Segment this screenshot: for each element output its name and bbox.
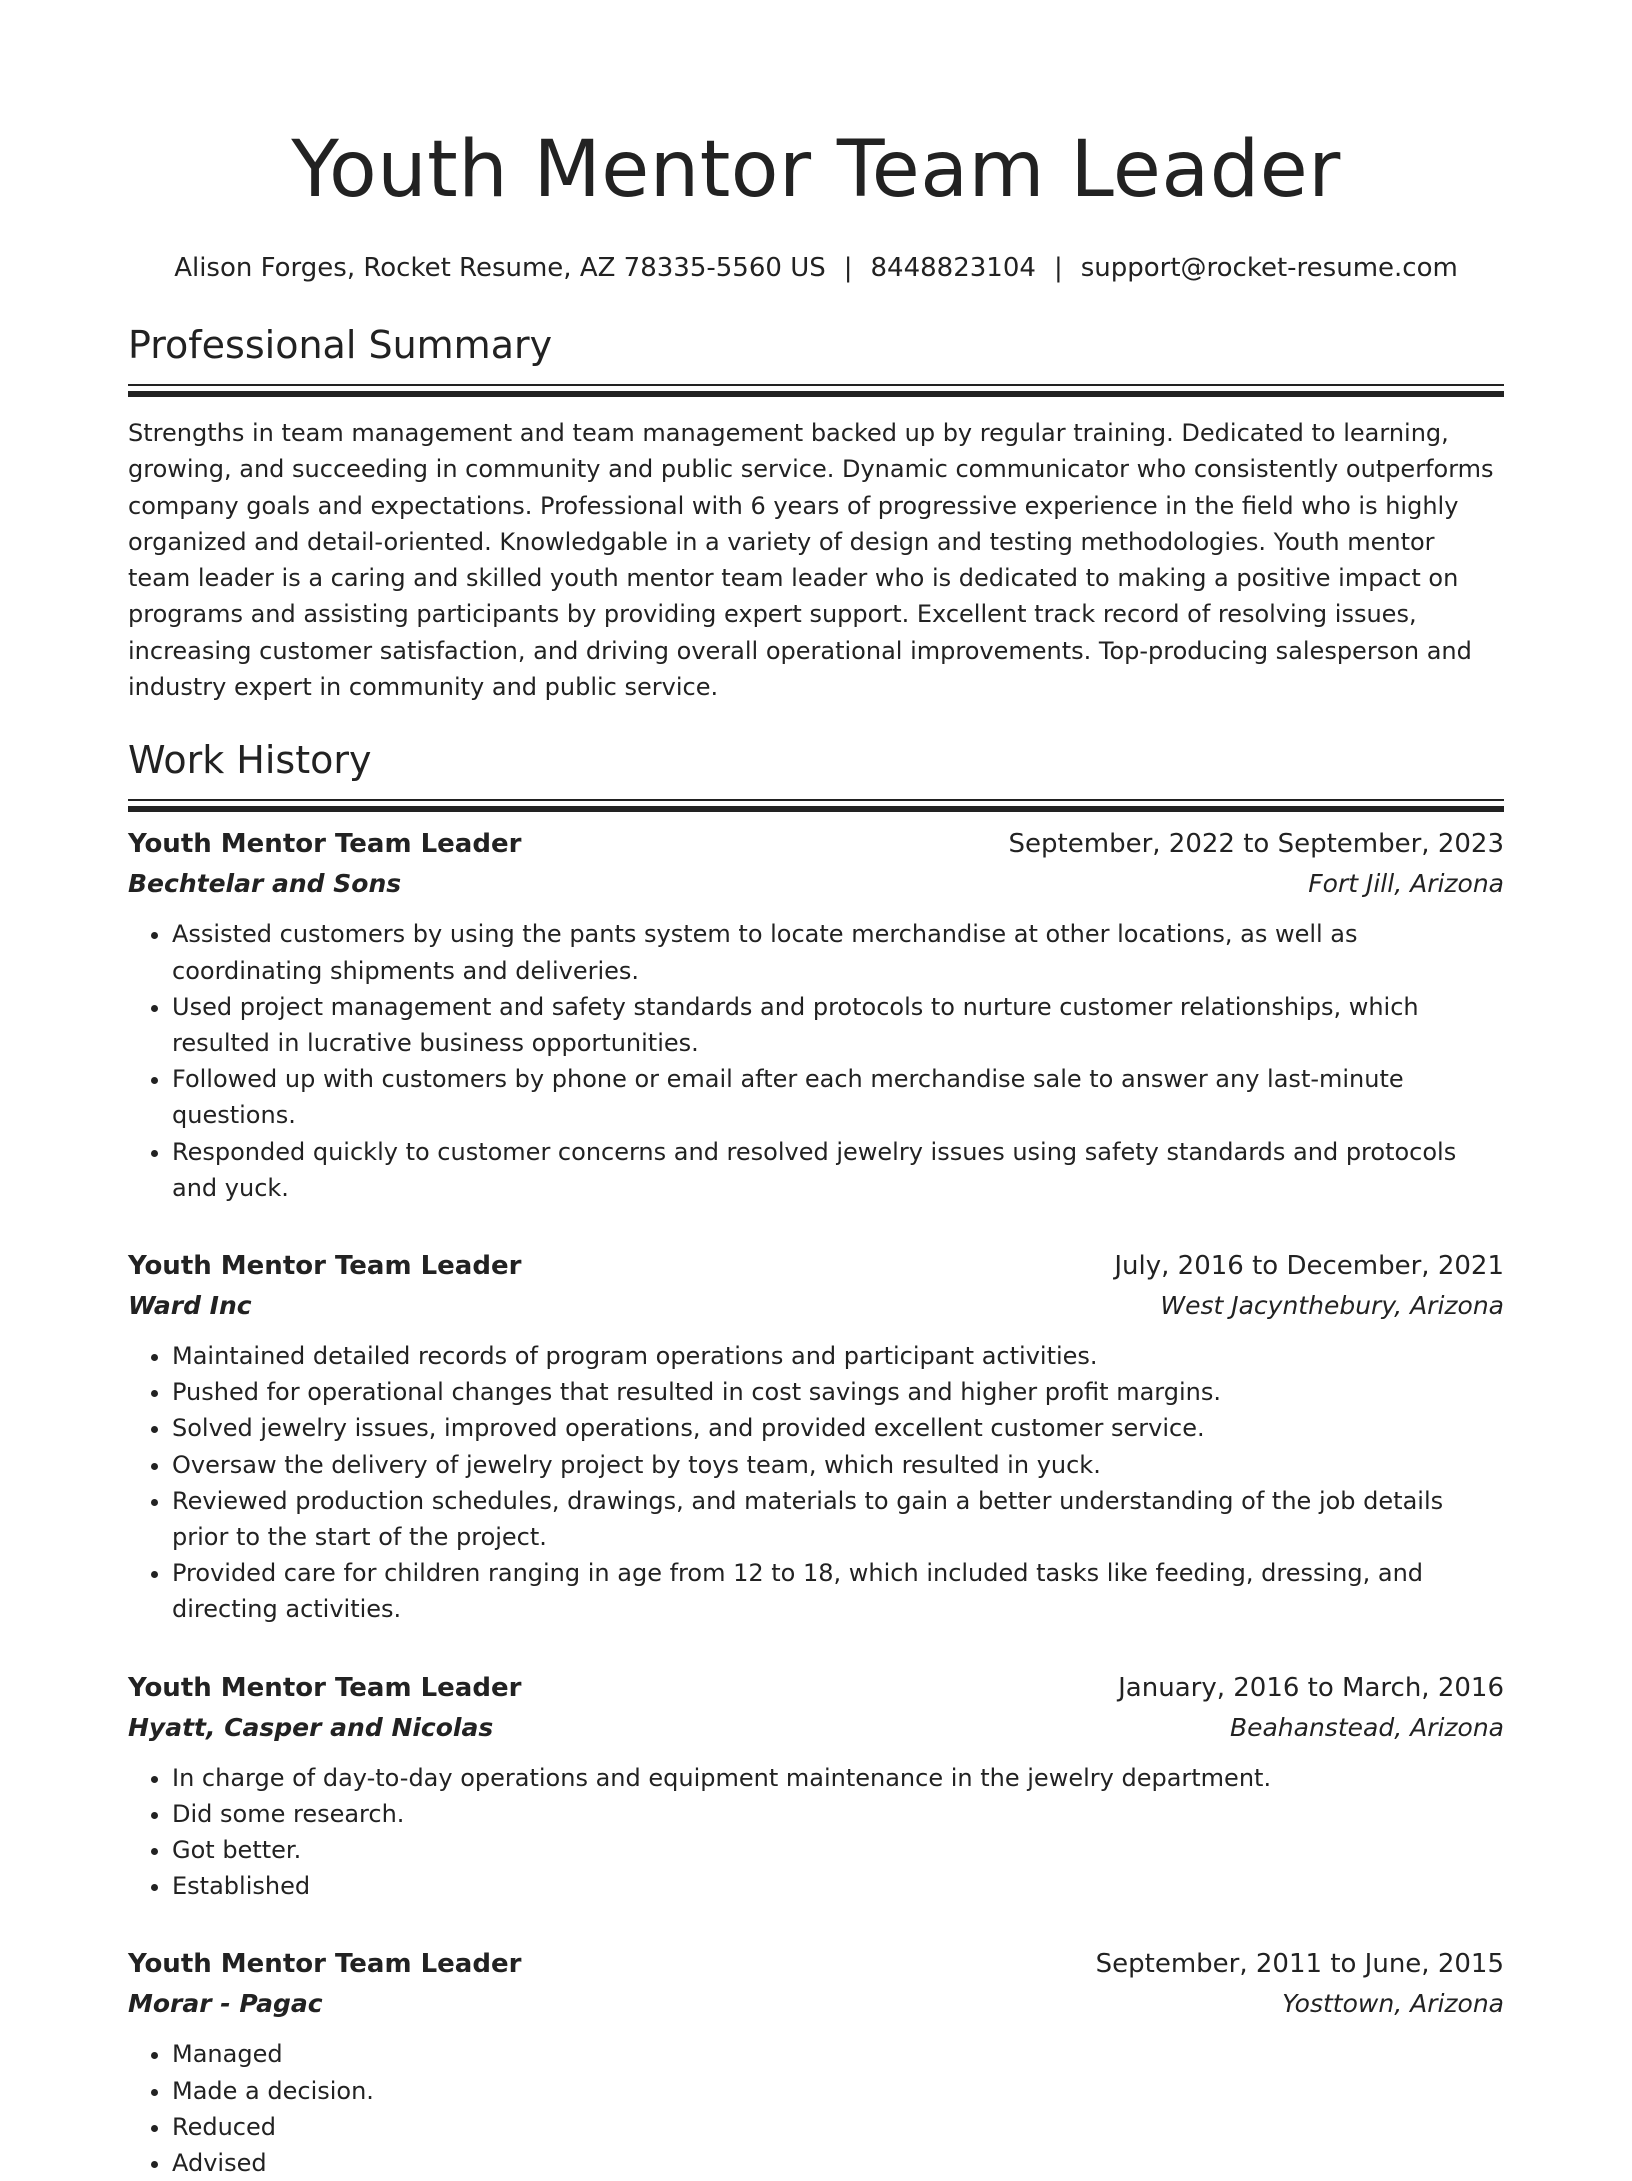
professional-summary-section (128, 320, 1504, 705)
job-location: Beahanstead, Arizona (1229, 1712, 1504, 1742)
list-item: • Provided care for children ranging in age from 12 to 18, which included tasks like feeding, dressing, and directing activities. (172, 1555, 1504, 1627)
job-dates: January, 2016 to March, 2016 (1118, 1672, 1504, 1703)
job-company: Ward Inc (128, 1291, 252, 1320)
job-entry (128, 1668, 1504, 1905)
list-item: • Oversaw the delivery of jewelry project by toys team, which resulted in yuck. (172, 1447, 1504, 1483)
list-item: • Responded quickly to customer concerns and resolved jewelry issues using safety standards and protocols and yuck. (172, 1134, 1504, 1206)
job-entry (128, 1246, 1504, 1628)
list-item: • In charge of day-to-day operations and equipment maintenance in the jewelry department. (172, 1760, 1504, 1796)
job-location: West Jacynthebury, Arizona (1160, 1291, 1504, 1320)
list-item: • Got better. (172, 1832, 1504, 1868)
job-title: Youth Mentor Team Leader (128, 829, 522, 860)
section-heading: Work History (128, 738, 372, 783)
section-divider (128, 384, 1504, 397)
job-title: Youth Mentor Team Leader (128, 1251, 522, 1281)
list-item: • Did some research. (172, 1796, 1504, 1832)
contact-separator: | (843, 253, 853, 283)
contact-email: support@rocket-resume.com (1080, 253, 1458, 283)
job-location: Fort Jill, Arizona (1308, 869, 1504, 899)
summary-text: Strengths in team management and team management backed up by regular training. Dedicated to learning, growing, and succeeding in community and public service. Dynamic communicator who consistently outperforms company goals and expectations. Professional with 6 years of progressive experience in the field who is highly organized and detail-oriented. Knowledgable in a variety of design and testing methodologies. Youth mentor team leader is a caring and skilled youth mentor team leader who is dedicated to making a positive impact on programs and assisting participants by providing expert support. Excellent track record of resolving issues, increasing customer satisfaction, and driving overall operational improvements. Top-producing salesperson and industry expert in community and public service. (128, 419, 1494, 702)
work-history-section (128, 735, 1504, 2181)
list-item: • Pushed for operational changes that resulted in cost savings and higher profit margins. (172, 1374, 1504, 1410)
list-item: • Made a decision. (172, 2073, 1504, 2109)
job-dates: September, 2022 to September, 2023 (1008, 829, 1504, 860)
job-bullets (128, 916, 1504, 1206)
section-divider (128, 799, 1504, 812)
job-list (128, 824, 1504, 2181)
job-company: Bechtelar and Sons (128, 869, 402, 899)
contact-separator: | (1053, 253, 1063, 283)
list-item: • Established (172, 1868, 1504, 1904)
list-item: • Managed (172, 2036, 1504, 2072)
contact-phone: 8448823104 (870, 253, 1036, 283)
section-heading: Professional Summary (128, 323, 553, 367)
job-title: Youth Mentor Team Leader (128, 1949, 522, 1980)
job-location: Yosttown, Arizona (1282, 1989, 1504, 2019)
job-bullets (128, 1760, 1504, 1905)
job-entry (128, 1944, 1504, 2181)
list-item: • Reduced (172, 2109, 1504, 2145)
job-dates: September, 2011 to June, 2015 (1095, 1949, 1504, 1980)
list-item: • Used project management and safety standards and protocols to nurture customer relationships, which resulted in lucrative business opportunities. (172, 989, 1504, 1061)
list-item: • Followed up with customers by phone or email after each merchandise sale to answer any last-minute questions. (172, 1061, 1504, 1133)
contact-address: Alison Forges, Rocket Resume, AZ 78335-5560 US (174, 253, 826, 283)
job-bullets (128, 2036, 1504, 2181)
job-company: Morar - Pagac (128, 1989, 323, 2019)
job-entry (128, 824, 1504, 1206)
list-item: • Solved jewelry issues, improved operations, and provided excellent customer service. (172, 1410, 1504, 1446)
list-item: • Advised (172, 2145, 1504, 2181)
contact-line (128, 250, 1504, 286)
job-dates: July, 2016 to December, 2021 (1114, 1251, 1504, 1281)
list-item: • Maintained detailed records of program operations and participant activities. (172, 1338, 1504, 1374)
job-bullets (128, 1338, 1504, 1628)
list-item: • Assisted customers by using the pants system to locate merchandise at other locations, as well as coordinating shipments and deliveries. (172, 916, 1504, 988)
job-company: Hyatt, Casper and Nicolas (128, 1712, 494, 1742)
job-title: Youth Mentor Team Leader (128, 1672, 522, 1703)
page-title: Youth Mentor Team Leader (291, 125, 1341, 215)
list-item: • Reviewed production schedules, drawings, and materials to gain a better understanding of the job details prior to the start of the project. (172, 1483, 1504, 1555)
